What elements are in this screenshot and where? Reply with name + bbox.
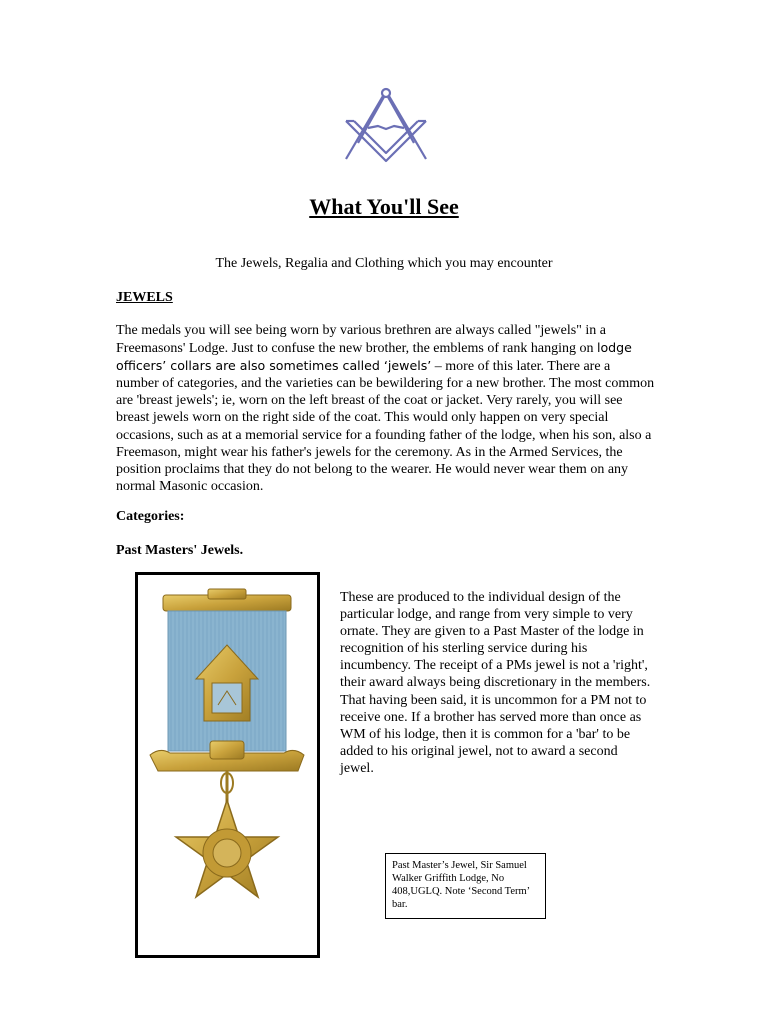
page-subtitle: The Jewels, Regalia and Clothing which you may encounter: [215, 256, 553, 271]
past-masters-jewels-heading: Past Masters' Jewels.: [116, 543, 244, 558]
jewels-paragraph-part-2: lodge officers’ collars are also sometimes called ‘jewels’: [116, 340, 632, 374]
jewels-heading: JEWELS: [116, 290, 173, 305]
jewels-paragraph-part-3: – more of this later. There are a number of categories, and the varieties can be bewildering for a new brother. The most common are 'breast jewels'; ie, worn on the left breast of the coat or jacket. Very rarely, you will see breast jewels worn on the right side of the coat. This would only happen on very special occasions, such as at a memorial service for a founding father of the lodge, when his son, also a Freemason, might wear his father's jewels for the ceremony. As in the Armed Services, the position proclaims that they do not belong to the wearer. He would never wear them on any normal Masonic occasion.: [116, 359, 655, 494]
page-title: What You'll See: [309, 194, 459, 219]
photo-caption: Past Master’s Jewel, Sir Samuel Walker Griffith Lodge, No 408,UGLQ. Note ‘Second Term’ bar.: [385, 853, 546, 919]
jewel-illustration: [138, 575, 317, 955]
past-masters-jewel-photo: [135, 572, 320, 958]
past-masters-description: These are produced to the individual design of the particular lodge, and range from very simple to very ornate. They are given to a Past Master of the lodge in recognition of his sterling service during his incumbency. The receipt of a PMs jewel is not a 'right', their award always being discretionary in the members. That having been said, it is uncommon for a PM not to receive one. If a brother has served more than once as WM of his lodge, then it is common for a 'bar' to be added to his original jewel, not to award a second jewel.: [340, 590, 651, 776]
jewels-paragraph: [116, 322, 656, 495]
categories-label: Categories:: [116, 509, 185, 524]
jewels-paragraph-part-1: The medals you will see being worn by various brethren are always called "jewels" in a Freemasons' Lodge. Just to confuse the new brother, the emblems of rank hanging on: [116, 323, 606, 357]
square-and-compasses-logo: [338, 85, 434, 165]
